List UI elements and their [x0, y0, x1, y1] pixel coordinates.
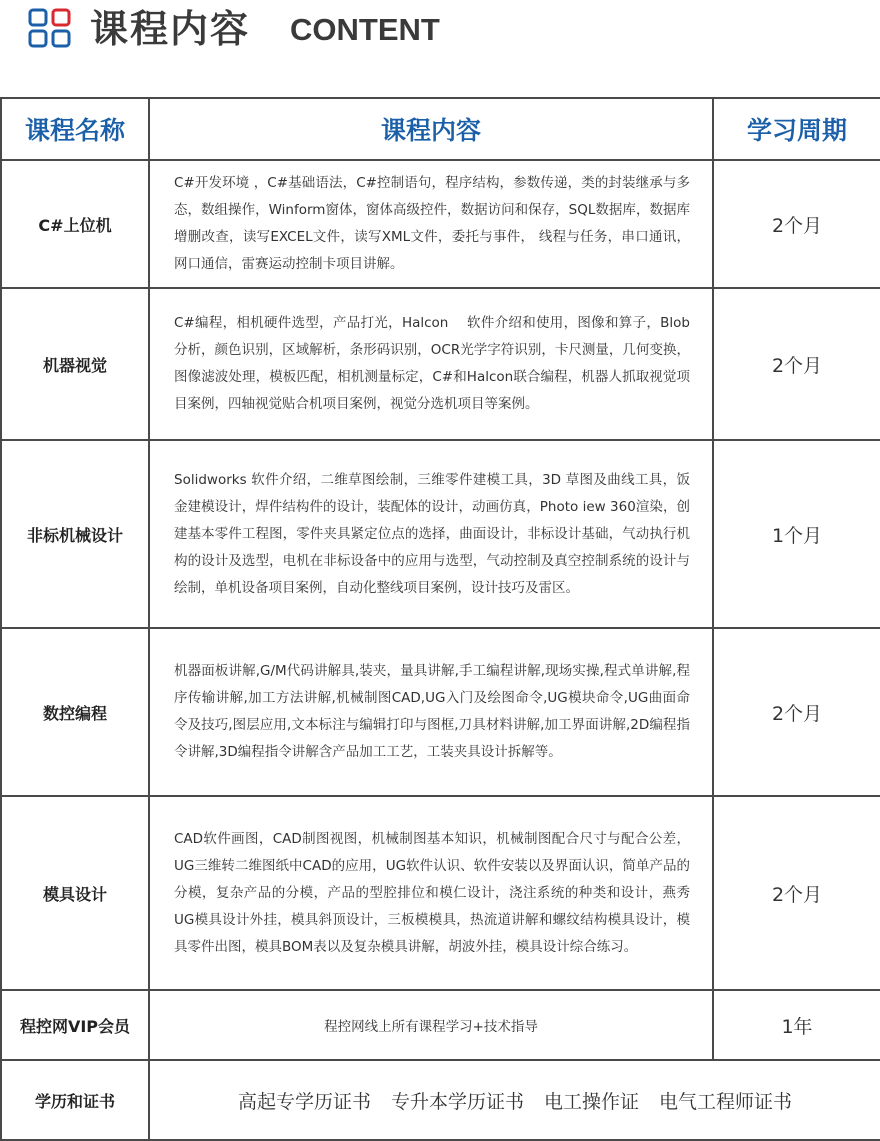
course-content: Solidworks 软件介绍，二维草图绘制，三维零件建模工具，3D 草图及曲线工具，饭金建模设计，焊件结构件的设计，装配体的设计，动画仿真，Photo iew 360渲染，创建基本零件工程图，零件夹具紧定位点的选择，曲面设计，非标设计基础，气动执行机构的设计及选型，电机在非标设备中的应用与选型，气动控制及真空控制系统的设计与绘制，单机设备项目案例，自动化整线项目案例，设计技巧及雷区。 — [149, 440, 713, 628]
course-name: 模具设计 — [1, 796, 149, 990]
course-table — [0, 97, 880, 1141]
header-course-name: 课程名称 — [1, 98, 149, 160]
table-row — [1, 990, 880, 1060]
course-name: 数控编程 — [1, 628, 149, 796]
header-study-period: 学习周期 — [713, 98, 880, 160]
course-name: 程控网VIP会员 — [1, 990, 149, 1060]
course-content: CAD软件画图，CAD制图视图，机械制图基本知识，机械制图配合尺寸与配合公差，UG三维转二维图纸中CAD的应用，UG软件认识、软件安装以及界面认识，简单产品的分模，复杂产品的分模，产品的型腔排位和模仁设计，浇注系统的种类和设计，燕秀UG模具设计外挂，模具斜顶设计，三板模模具，热流道讲解和螺纹结构模具设计，模具零件出图，模具BOM表以及复杂模具讲解，胡波外挂，模具设计综合练习。 — [149, 796, 713, 990]
course-period: 2个月 — [713, 796, 880, 990]
course-period: 1个月 — [713, 440, 880, 628]
page-title-en: CONTENT — [290, 12, 440, 47]
course-content: 机器面板讲解,G/M代码讲解具,装夹，量具讲解,手工编程讲解,现场实操,程式单讲解,程序传输讲解,加工方法讲解,机械制图CAD,UG入门及绘图命令,UG模块命令,UG曲面命令及技巧,图层应用,文本标注与编辑打印与图框,刀具材料讲解,加工界面讲解,2D编程指令讲解,3D编程指令讲解含产品加工工艺，工装夹具设计拆解等。 — [149, 628, 713, 796]
cert-list: 高起专学历证书 专升本学历证书 电工操作证 电气工程师证书 — [149, 1060, 880, 1140]
table-row — [1, 440, 880, 628]
course-name: 机器视觉 — [1, 288, 149, 440]
table-row — [1, 796, 880, 990]
course-period: 2个月 — [713, 160, 880, 288]
page-title: 课程内容 — [90, 7, 251, 51]
table-row — [1, 628, 880, 796]
table-row — [1, 288, 880, 440]
page-header — [0, 0, 880, 60]
course-period: 2个月 — [713, 288, 880, 440]
course-period: 2个月 — [713, 628, 880, 796]
table-row — [1, 160, 880, 288]
header-course-content: 课程内容 — [149, 98, 713, 160]
course-name: C#上位机 — [1, 160, 149, 288]
cert-row — [1, 1060, 880, 1140]
course-content: C#开发环境 ，C#基础语法，C#控制语句，程序结构，参数传递，类的封装继承与多态，数组操作，Winform窗体，窗体高级控件，数据访问和保存，SQL数据库，数据库增删改查，读写EXCEL文件，读写XML文件，委托与事件， 线程与任务，串口通讯，网口通信，雷赛运动控制卡项目讲解。 — [149, 160, 713, 288]
course-period: 1年 — [713, 990, 880, 1060]
course-content: C#编程，相机硬件选型，产品打光，Halcon 软件介绍和使用，图像和算子，Blob分析，颜色识别，区域解析，条形码识别，OCR光学字符识别，卡尺测量，几何变换，图像滤波处理，模板匹配，相机测量标定，C#和Halcon联合编程，机器人抓取视觉项目案例，四轴视觉贴合机项目案例，视觉分选机项目等案例。 — [149, 288, 713, 440]
table-header-row — [1, 98, 880, 160]
cert-row-name: 学历和证书 — [1, 1060, 149, 1140]
course-name: 非标机械设计 — [1, 440, 149, 628]
grid-squares-icon — [28, 8, 72, 48]
course-content: 程控网线上所有课程学习+技术指导 — [149, 990, 713, 1060]
